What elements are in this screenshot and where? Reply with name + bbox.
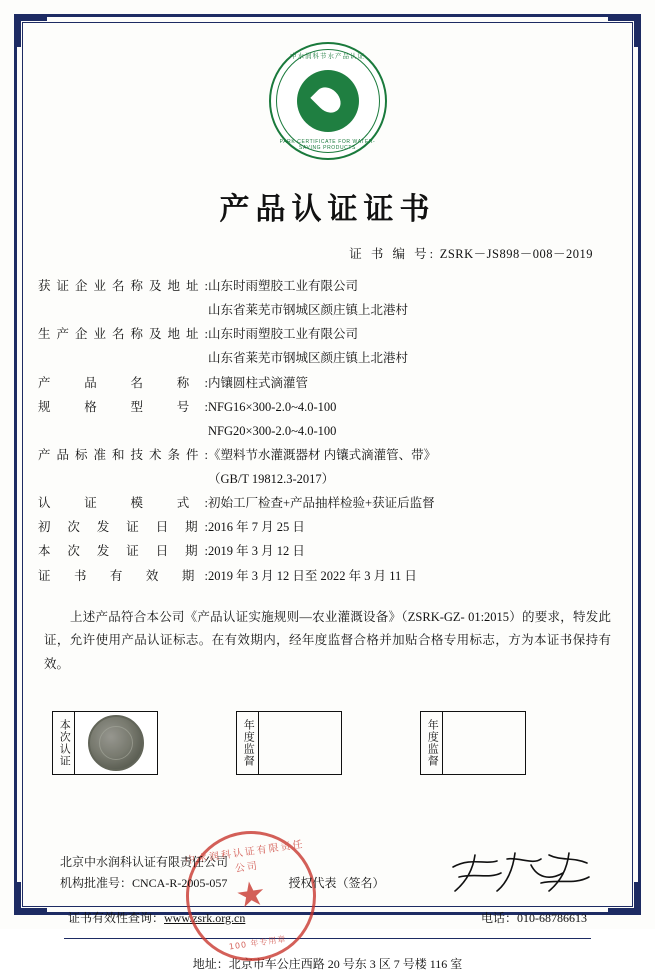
table-row: [38, 322, 617, 346]
star-icon: ★: [233, 874, 269, 916]
verification-url-label: 证书有效性查询：: [68, 910, 165, 925]
authorized-rep-label: 授权代表（签名）: [288, 875, 385, 890]
official-red-seal: [178, 822, 325, 969]
field-value: 山东时雨塑胶工业有限公司: [208, 279, 359, 293]
annual-supervision-box-2: [442, 711, 526, 775]
table-row: [38, 564, 617, 588]
certificate-content: [38, 34, 617, 971]
phone-block: [481, 909, 587, 926]
supervision-boxes: [52, 711, 603, 775]
field-value: 山东省莱芜市钢城区颜庄镇上北港村: [208, 303, 409, 318]
field-value: NFG20×300-2.0~4.0-100: [208, 423, 337, 438]
table-row: [38, 395, 617, 419]
signature-icon: [445, 851, 595, 897]
fields-table: [38, 274, 617, 588]
certificate-statement: 上述产品符合本公司《产品认证实施规则—农业灌溉设备》（ZSRK-GZ- 01:2015）的要求，特发此证，允许使用产品认证标志。在有效期内，经年度监督合格并加贴合格专用标志，方为本证书保持有效。: [44, 609, 611, 672]
field-value: 内镶圆柱式滴灌管: [208, 375, 309, 390]
accreditation-number: 机构批准号：CNCA-R-2005-057: [60, 876, 228, 891]
current-certification-label: [52, 711, 74, 775]
emblem-area: [38, 42, 617, 160]
field-label: 初 次 发 证 日 期:: [38, 520, 208, 535]
signature-row: [38, 849, 617, 895]
field-value: 山东时雨塑胶工业有限公司: [208, 327, 359, 342]
table-row: [38, 346, 617, 370]
phone-label: 电话：: [480, 910, 517, 925]
annual-supervision-text-1: 年度监督: [242, 718, 255, 767]
table-row: [38, 491, 617, 515]
issuer-block: [60, 852, 228, 895]
verification-url[interactable]: www.zsrk.org.cn: [164, 910, 246, 925]
emblem-top-text: 中水润科节水产品认证: [290, 53, 365, 60]
table-row: [38, 443, 617, 467]
red-seal-top-text: 中水润科认证有限责任公司: [184, 839, 306, 875]
water-drop-icon: [297, 70, 359, 132]
table-row: [38, 371, 617, 395]
field-value: 初始工厂检查+产品抽样检验+获证后监督: [208, 496, 435, 511]
table-row: [38, 539, 617, 563]
field-value: 2016 年 7 月 25 日: [208, 520, 305, 535]
field-value: （GB/T 19812.3-2017）: [208, 472, 335, 486]
table-row: [38, 467, 617, 491]
field-label: [38, 346, 208, 370]
issuer-company: 北京中水润科认证有限责任公司: [60, 854, 229, 869]
table-row: [38, 298, 617, 322]
certificate-number-label: 证 书 编 号:: [349, 247, 437, 261]
phone-value: 010-68786613: [517, 910, 587, 925]
certification-emblem: [269, 42, 387, 160]
footer-divider: [64, 938, 591, 939]
handwritten-signature: [445, 849, 595, 895]
contact-line: [38, 909, 617, 926]
field-label: 产品标准和技术条件:: [38, 447, 208, 462]
table-row: [38, 515, 617, 539]
field-value: NFG16×300-2.0~4.0-100: [208, 399, 337, 414]
table-row: [38, 419, 617, 443]
field-value: 2019 年 3 月 12 日: [208, 544, 305, 559]
company-address: 地址：北京市车公庄西路 20 号东 3 区 7 号楼 116 室: [192, 956, 463, 971]
field-value: 2019 年 3 月 12 日至 2022 年 3 月 11 日: [208, 568, 417, 583]
table-row: [38, 274, 617, 298]
embossed-seal-icon: [88, 715, 144, 771]
annual-supervision-text-2: 年度监督: [426, 718, 439, 767]
annual-supervision-label-1: [236, 711, 258, 775]
field-label: 获证企业名称及地址:: [38, 279, 208, 293]
field-label: [38, 419, 208, 443]
field-label: 认 证 模 式:: [38, 496, 208, 511]
field-label: 证 书 有 效 期:: [38, 568, 208, 583]
field-label: 产 品 名 称:: [38, 375, 208, 390]
emblem-bottom-text: PARK CERTIFICATE FOR WATER-SAVING PRODUCTS: [279, 139, 376, 151]
annual-supervision-label-2: [420, 711, 442, 775]
field-label: 规 格 型 号:: [38, 399, 208, 414]
field-label: [38, 467, 208, 491]
drop-shape: [310, 82, 345, 117]
certificate-number: [38, 244, 593, 262]
certificate-footer: [38, 839, 617, 972]
red-seal-bottom-text: 100 年专用章: [228, 934, 287, 952]
current-certification-seal-box: [74, 711, 158, 775]
certificate-number-value: ZSRK－JS898－008－2019: [439, 247, 593, 261]
current-certification-text: 本次认证: [58, 718, 71, 767]
page-title: 产品认证证书: [219, 192, 436, 227]
field-value: 山东省莱芜市钢城区颜庄镇上北港村: [208, 351, 409, 366]
annual-supervision-box-1: [258, 711, 342, 775]
field-value: 《塑料节水灌溉器材 内镶式滴灌管、带》: [208, 447, 437, 462]
field-label: 生产企业名称及地址:: [38, 327, 208, 342]
field-label: [38, 298, 208, 322]
field-label: 本 次 发 证 日 期:: [38, 544, 208, 559]
